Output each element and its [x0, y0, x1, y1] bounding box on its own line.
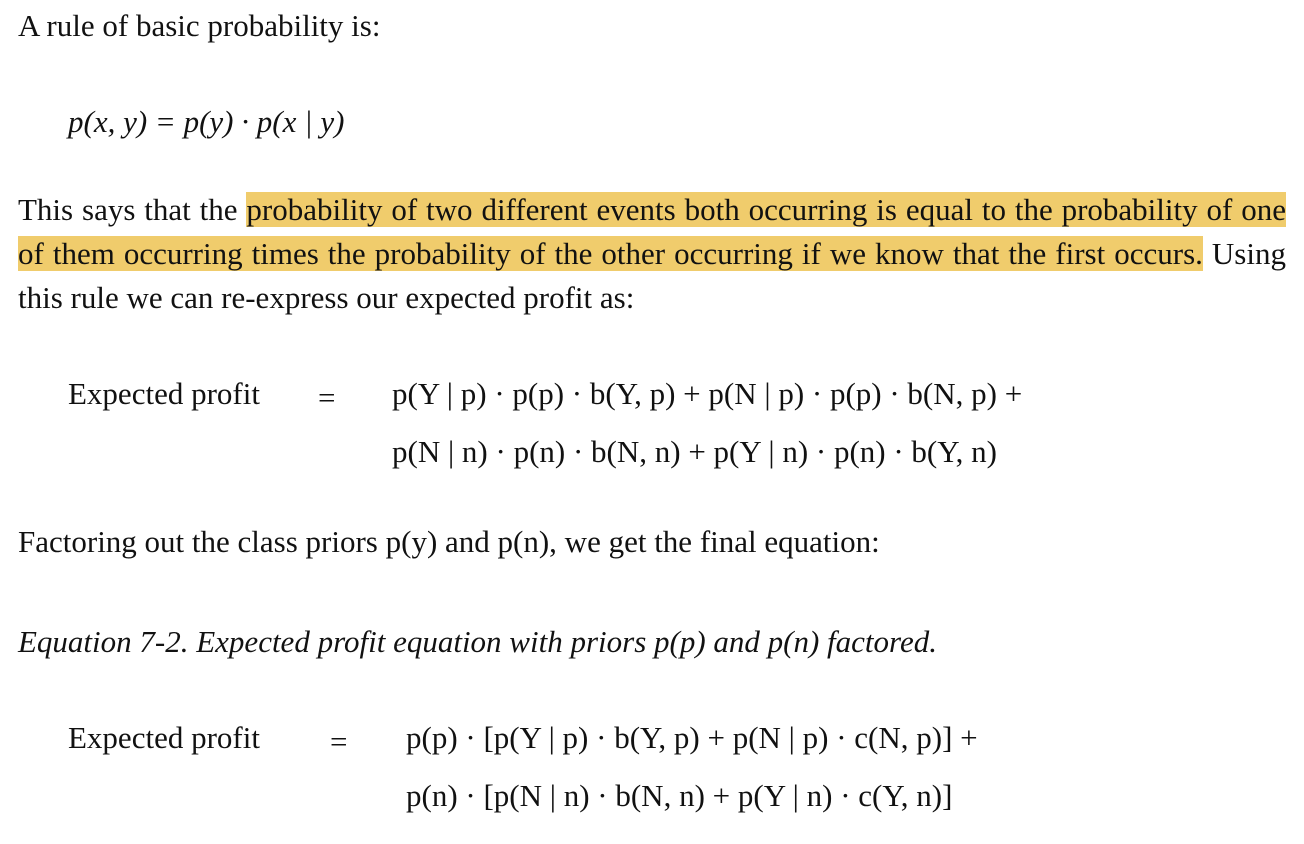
- factoring-paragraph: Factoring out the class priors p(y) and p(n), we get the final equation:: [18, 524, 880, 559]
- factored-equation-line-2: p(n) · [p(N | n) · b(N, n) + p(Y | n) · c(Y, n)]: [406, 778, 953, 813]
- factored-equation-line-1: p(p) · [p(Y | p) · b(Y, p) + p(N | p) · c(N, p)] +: [406, 720, 978, 755]
- intro-paragraph: A rule of basic probability is:: [18, 8, 381, 43]
- factored-equation-equals: =: [330, 724, 348, 759]
- expanded-equation-label: Expected profit: [68, 376, 260, 411]
- expanded-equation-equals: =: [318, 380, 336, 415]
- explanation-paragraph: [18, 188, 1286, 320]
- explanation-prefix: This says that the: [18, 192, 247, 227]
- expanded-equation-line-1: p(Y | p) · p(p) · b(Y, p) + p(N | p) · p(p) · b(N, p) +: [392, 376, 1023, 411]
- factored-equation-label: Expected profit: [68, 720, 260, 755]
- equation-caption: Equation 7-2. Expected profit equation with priors p(p) and p(n) factored.: [18, 624, 937, 659]
- highlighted-text: probability of two different events both occurring is equal to the probability of one of them occurring times the probability of the other occurring if we know that the first occurs.: [18, 192, 1286, 271]
- expanded-equation-line-2: p(N | n) · p(n) · b(N, n) + p(Y | n) · p(n) · b(Y, n): [392, 434, 997, 469]
- explanation-suffix: Using this rule we can re-express our expected profit as:: [18, 236, 1286, 315]
- bayes-rule-equation: p(x, y) = p(y) · p(x | y): [68, 104, 345, 139]
